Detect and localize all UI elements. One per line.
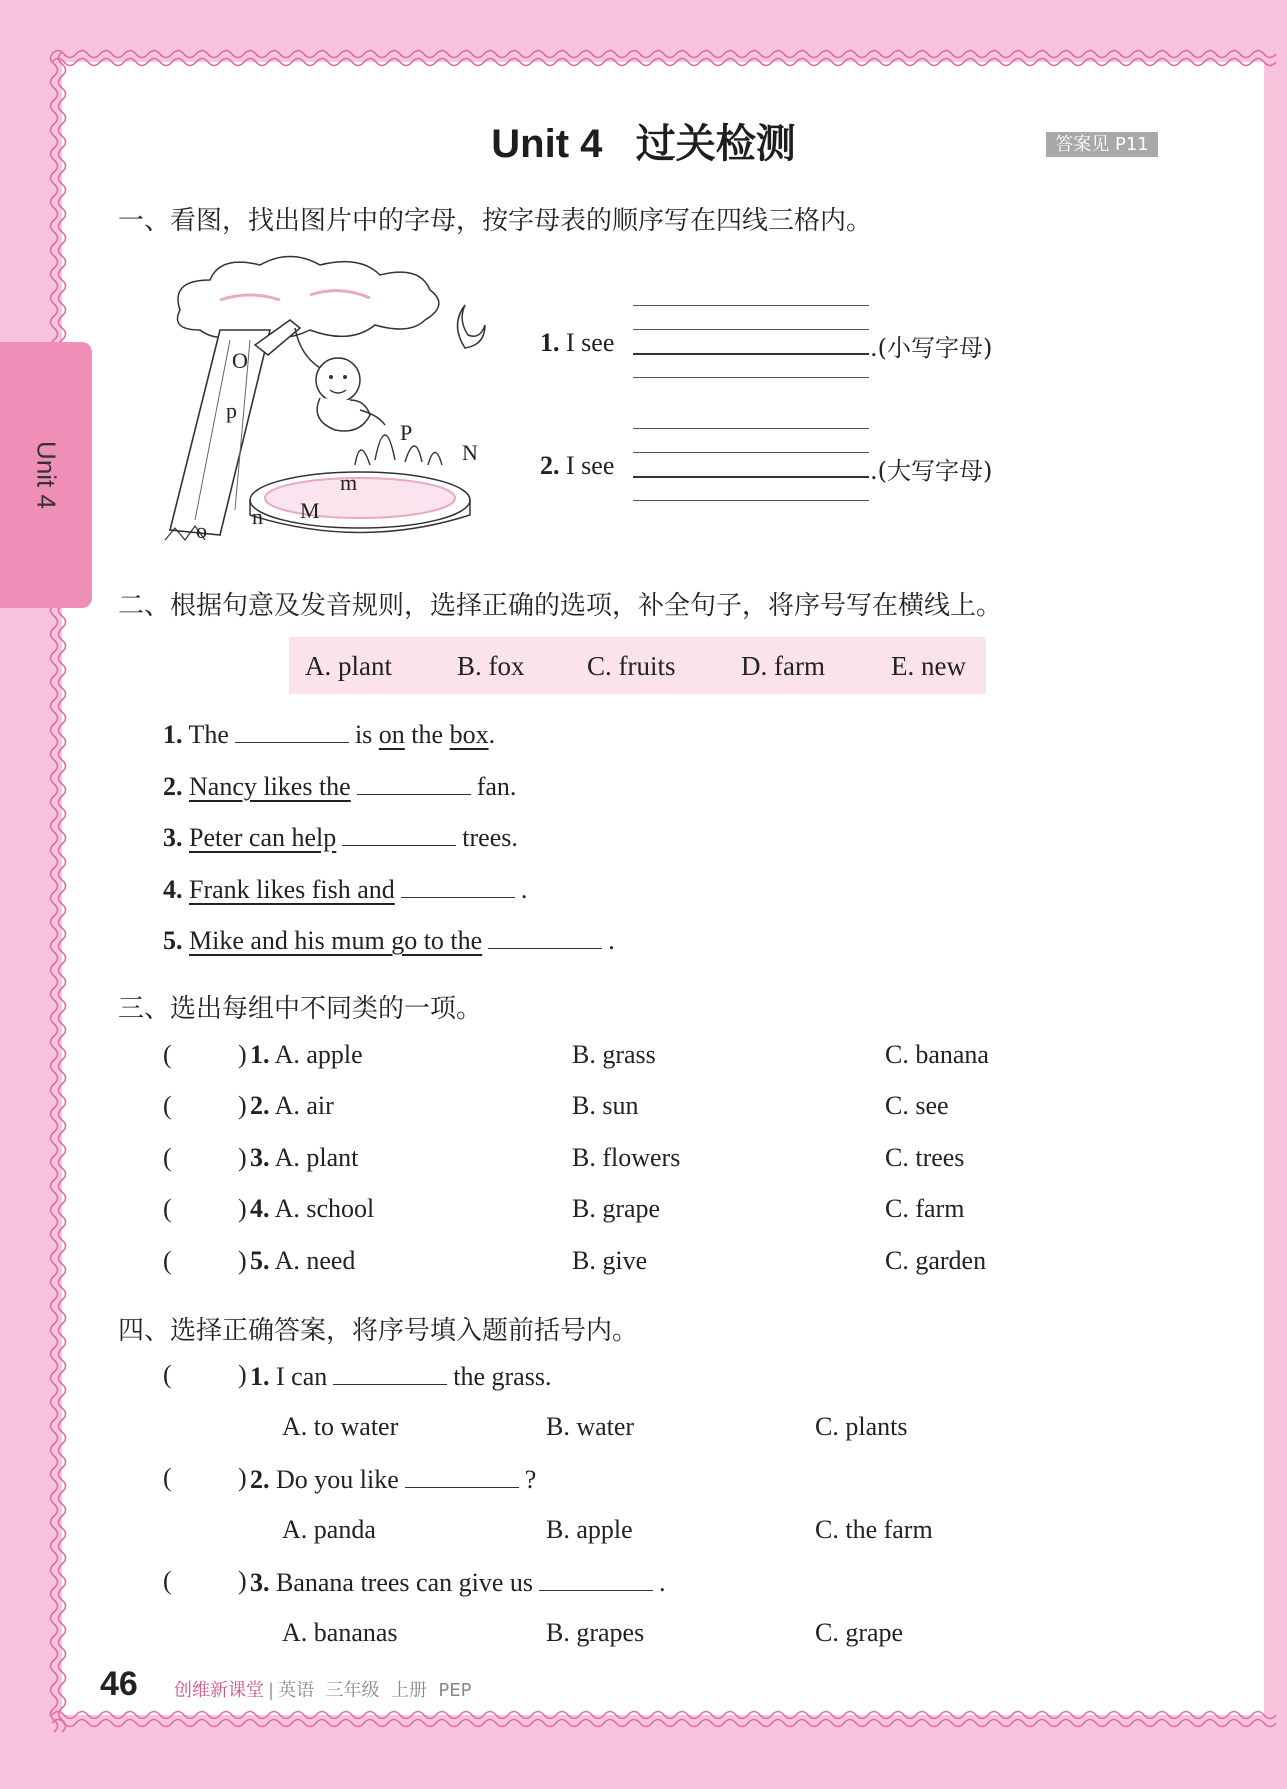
option-a: A. plant xyxy=(305,651,392,681)
s4-2-option-b: B. apple xyxy=(546,1515,633,1544)
book-info: 英语 三年级 上册 PEP xyxy=(278,1680,472,1701)
s2-item-2: 2. Nancy likes the fan. xyxy=(163,772,517,801)
section2-heading: 二、根据句意及发音规则，选择正确的选项，补全句子，将序号写在横线上。 xyxy=(118,591,1003,621)
s2-item-1: 1. The is on the box. xyxy=(163,720,496,749)
answer-blank[interactable] xyxy=(401,873,515,898)
s2-item-5: 5. Mike and his mum go to the . xyxy=(163,926,615,955)
s3-option-b: B. flowers xyxy=(572,1143,681,1172)
s1-hint-1: .(小写字母) xyxy=(870,334,993,362)
answer-blank[interactable] xyxy=(405,1463,519,1488)
picture-letter: O xyxy=(232,348,248,373)
section3-heading: 三、选出每组中不同类的一项。 xyxy=(118,994,483,1024)
option-d: D. farm xyxy=(741,651,825,681)
section1-heading: 一、看图，找出图片中的字母，按字母表的顺序写在四线三格内。 xyxy=(118,206,873,236)
s3-option-c: C. see xyxy=(885,1091,949,1120)
s3-item: 3. A. plant xyxy=(250,1143,359,1172)
footer-brand: 创维新课堂 | 英语 三年级 上册 PEP xyxy=(174,1680,472,1701)
s4-1-option-a: A. to water xyxy=(282,1412,399,1441)
section4-heading: 四、选择正确答案，将序号填入题前括号内。 xyxy=(118,1316,639,1346)
answer-blank[interactable] xyxy=(488,924,602,949)
option-c: C. fruits xyxy=(587,651,676,681)
answer-paren[interactable]: ( xyxy=(163,1143,172,1172)
s3-option-c: C. banana xyxy=(885,1040,989,1069)
four-line-grid-2[interactable] xyxy=(633,428,869,500)
s3-option-b: B. grape xyxy=(572,1194,661,1223)
answer-blank[interactable] xyxy=(342,821,456,846)
s2-item-3: 3. Peter can help trees. xyxy=(163,823,518,852)
side-tab-label: Unit 4 xyxy=(31,441,62,509)
answer-blank[interactable] xyxy=(357,770,471,795)
s3-item: 1. A. apple xyxy=(250,1040,363,1069)
picture-letter: M xyxy=(300,498,320,523)
s4-2-option-a: A. panda xyxy=(282,1515,376,1544)
brand-name: 创维新课堂 xyxy=(174,1680,264,1701)
s3-option-b: B. give xyxy=(572,1246,648,1275)
answer-blank[interactable] xyxy=(333,1360,447,1385)
s2-item-4: 4. Frank likes fish and . xyxy=(163,875,528,904)
tree-monkey-illustration xyxy=(160,250,500,550)
answer-blank[interactable] xyxy=(539,1566,653,1591)
s4-1-option-b: B. water xyxy=(546,1412,635,1441)
s3-option-c: C. trees xyxy=(885,1143,965,1172)
four-line-grid-1[interactable] xyxy=(633,305,869,377)
page-title: Unit 4 过关检测 xyxy=(491,122,796,166)
s4-item-1: 1. I can the grass. xyxy=(250,1362,552,1391)
s3-item: 5. A. need xyxy=(250,1246,356,1275)
picture-letter: p xyxy=(226,398,237,423)
s3-item: 4. A. school xyxy=(250,1194,375,1223)
answer-paren[interactable]: ( xyxy=(163,1360,172,1389)
s1-item-1: 1. I see xyxy=(540,328,615,357)
picture-letter: o xyxy=(196,518,207,543)
s3-item: 2. A. air xyxy=(250,1091,334,1120)
page-number: 46 xyxy=(100,1665,138,1703)
picture-letter: N xyxy=(462,440,478,465)
picture-letter: P xyxy=(400,420,413,445)
option-b: B. fox xyxy=(457,651,525,681)
s4-1-option-c: C. plants xyxy=(815,1412,908,1441)
s3-option-b: B. grass xyxy=(572,1040,656,1069)
s4-3-option-b: B. grapes xyxy=(546,1618,645,1647)
s3-option-c: C. farm xyxy=(885,1194,965,1223)
answer-reference-badge: 答案见 P11 xyxy=(1046,132,1158,157)
s4-item-3: 3. Banana trees can give us . xyxy=(250,1568,666,1597)
answer-paren[interactable]: ( xyxy=(163,1566,172,1595)
answer-paren[interactable]: ( xyxy=(163,1246,172,1275)
s1-item-2: 2. I see xyxy=(540,451,615,480)
picture-letter: n xyxy=(252,504,263,529)
s4-3-option-c: C. grape xyxy=(815,1618,904,1647)
picture-letter: m xyxy=(340,470,358,495)
s4-item-2: 2. Do you like ? xyxy=(250,1465,537,1494)
answer-paren[interactable]: ( xyxy=(163,1463,172,1492)
s4-3-option-a: A. bananas xyxy=(282,1618,398,1647)
s1-hint-2: .(大写字母) xyxy=(870,457,993,485)
s4-2-option-c: C. the farm xyxy=(815,1515,933,1544)
answer-paren[interactable]: ( xyxy=(163,1194,172,1223)
option-e: E. new xyxy=(891,651,966,681)
s3-option-c: C. garden xyxy=(885,1246,987,1275)
unit-side-tab xyxy=(0,342,92,608)
word-options-box xyxy=(289,637,986,694)
s3-option-b: B. sun xyxy=(572,1091,639,1120)
answer-paren[interactable]: ( xyxy=(163,1091,172,1120)
answer-blank[interactable] xyxy=(235,718,349,743)
answer-paren[interactable]: ( xyxy=(163,1040,172,1069)
